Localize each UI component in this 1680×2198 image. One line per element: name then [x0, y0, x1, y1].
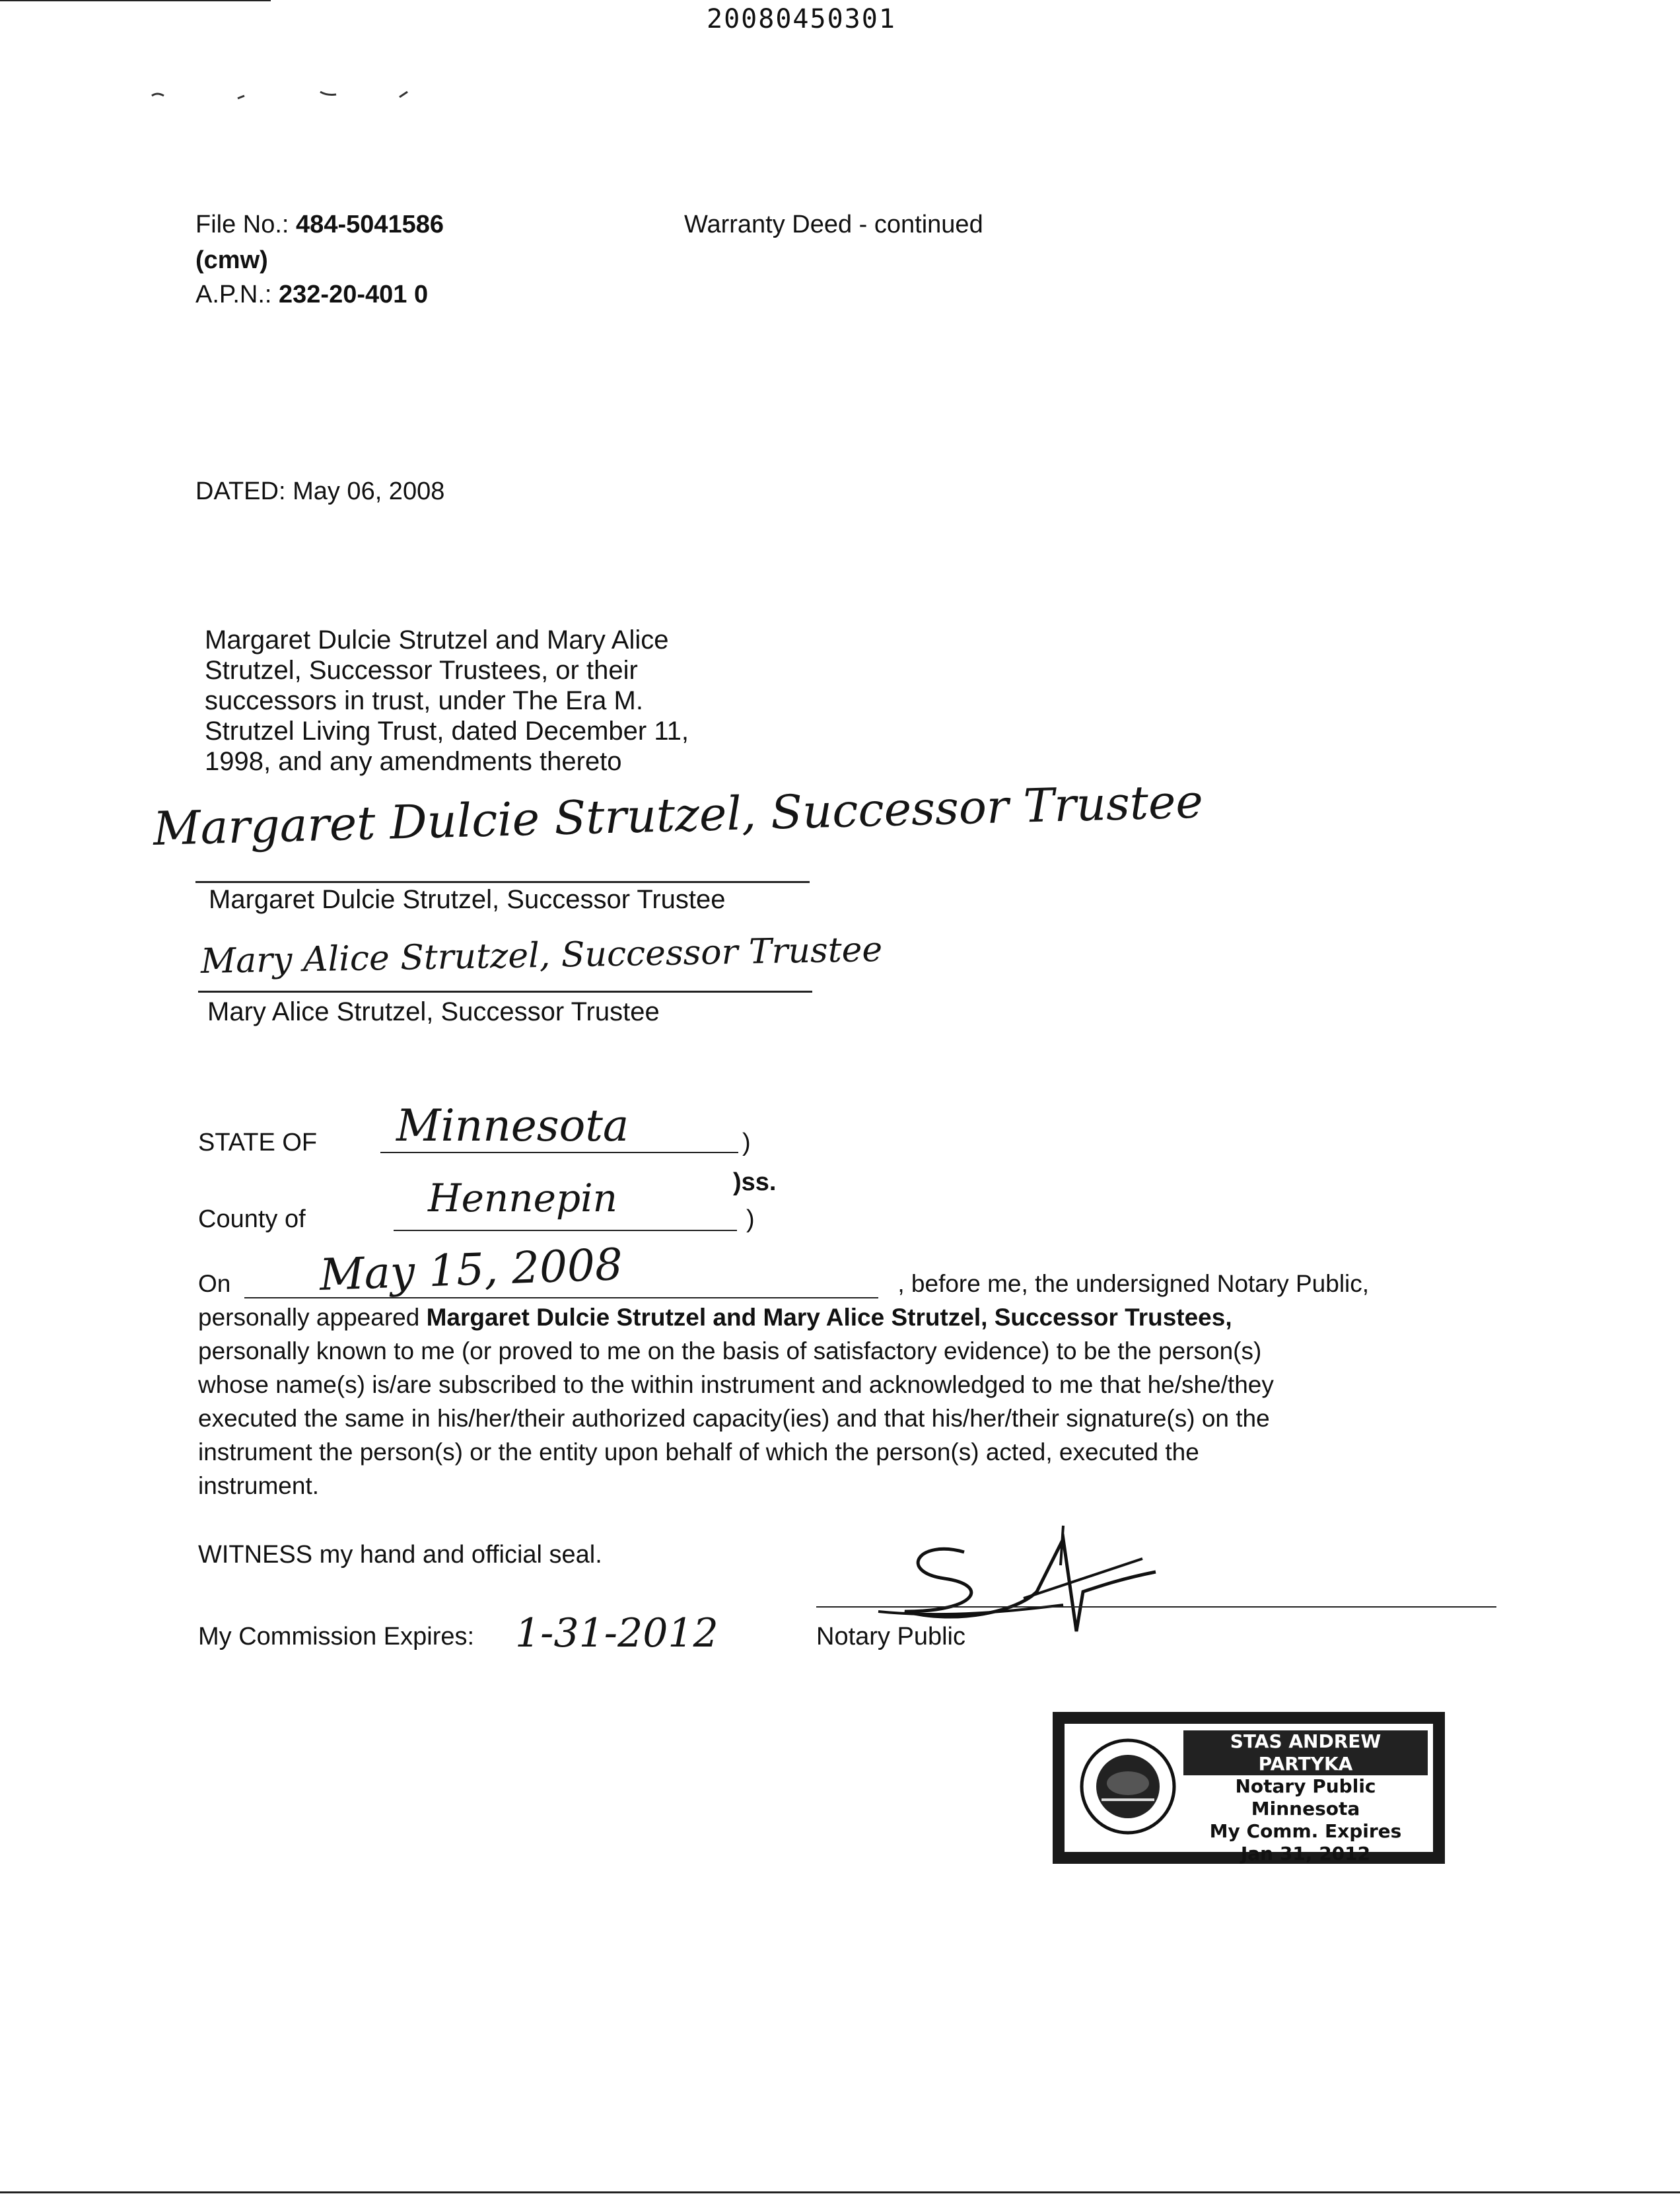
- document-number: 20080450301: [707, 4, 896, 34]
- state-value: Minnesota: [396, 1100, 629, 1151]
- ack-line-2: [198, 1300, 1532, 1334]
- notary-public-label: Notary Public: [816, 1623, 965, 1650]
- witness-line: WITNESS my hand and official seal.: [198, 1541, 602, 1569]
- county-value: Hennepin: [428, 1176, 617, 1221]
- file-no-suffix: (cmw): [195, 246, 268, 274]
- printed-name-mary: Mary Alice Strutzel, Successor Trustee: [207, 997, 660, 1026]
- ack-line-6: instrument the person(s) or the entity upon behalf of which the person(s) acted, executed the: [198, 1438, 1199, 1466]
- stamp-details: [1183, 1730, 1428, 1865]
- ack-signers: Margaret Dulcie Strutzel and Mary Alice Strutzel, Successor Trustees,: [426, 1304, 1232, 1331]
- bottom-scan-edge: [0, 2191, 1680, 2193]
- stamp-expires-date: Jan 31, 2012: [1240, 1843, 1371, 1864]
- county-label: County of: [198, 1205, 306, 1233]
- scan-marks: [145, 83, 423, 109]
- notary-seal-icon: [1075, 1737, 1181, 1836]
- grantor-block: [205, 625, 689, 777]
- grantor-line: Strutzel, Successor Trustees, or their: [205, 656, 638, 685]
- file-no-value: 484-5041586: [296, 211, 444, 238]
- apn-label: A.P.N.:: [195, 281, 272, 308]
- grantor-line: Margaret Dulcie Strutzel and Mary Alice: [205, 625, 669, 655]
- notary-signature-line: [816, 1606, 1496, 1608]
- ack-line-7: instrument.: [198, 1472, 320, 1499]
- printed-name-margaret: Margaret Dulcie Strutzel, Successor Trustee: [209, 885, 726, 914]
- ack-line1-rest: , before me, the undersigned Notary Public,: [897, 1270, 1370, 1297]
- stamp-notary-name: STAS ANDREW PARTYKA: [1183, 1730, 1428, 1775]
- grantor-line: Strutzel Living Trust, dated December 11,: [205, 717, 689, 746]
- state-paren: ): [742, 1129, 751, 1156]
- apn: [195, 277, 428, 312]
- top-left-rule: [0, 0, 271, 1]
- signature-line-2: [198, 991, 812, 993]
- ack-line-1: [198, 1267, 1532, 1300]
- state-label: STATE OF: [198, 1129, 318, 1156]
- ss-mark: )ss.: [733, 1168, 777, 1196]
- dated-line: DATED: May 06, 2008: [195, 478, 445, 505]
- ack-line-4: whose name(s) is/are subscribed to the within instrument and acknowledged to me that he/she/they: [198, 1371, 1274, 1398]
- ack-line-3: personally known to me (or proved to me on the basis of satisfactory evidence) to be the person(s): [198, 1337, 1262, 1365]
- ack-line2-pre: personally appeared: [198, 1304, 427, 1331]
- acknowledgment-date: May 15, 2008: [318, 1239, 624, 1300]
- notary-stamp: [1053, 1712, 1445, 1864]
- ack-line-5: executed the same in his/her/their authorized capacity(ies) and that his/her/their signature(s) on the: [198, 1405, 1270, 1432]
- commission-label: My Commission Expires:: [198, 1623, 475, 1650]
- stamp-state: Minnesota: [1251, 1798, 1360, 1820]
- state-line: [380, 1152, 738, 1153]
- signature-margaret: Margaret Dulcie Strutzel, Successor Trustee: [152, 774, 1204, 856]
- stamp-expires-label: My Comm. Expires: [1209, 1820, 1402, 1842]
- stamp-title: Notary Public: [1235, 1775, 1376, 1797]
- county-line: [394, 1230, 737, 1231]
- acknowledgment-text: [198, 1267, 1532, 1503]
- commission-value: 1-31-2012: [515, 1610, 718, 1656]
- document-title: Warranty Deed - continued: [684, 211, 983, 238]
- on-label: On: [198, 1270, 231, 1297]
- file-number: [195, 207, 444, 242]
- apn-value: 232-20-401 0: [279, 281, 429, 308]
- file-no-label: File No.:: [195, 211, 289, 238]
- county-paren: ): [746, 1205, 755, 1233]
- grantor-line: successors in trust, under The Era M.: [205, 686, 643, 715]
- grantor-line: 1998, and any amendments thereto: [205, 747, 622, 776]
- signature-mary: Mary Alice Strutzel, Successor Trustee: [200, 929, 883, 981]
